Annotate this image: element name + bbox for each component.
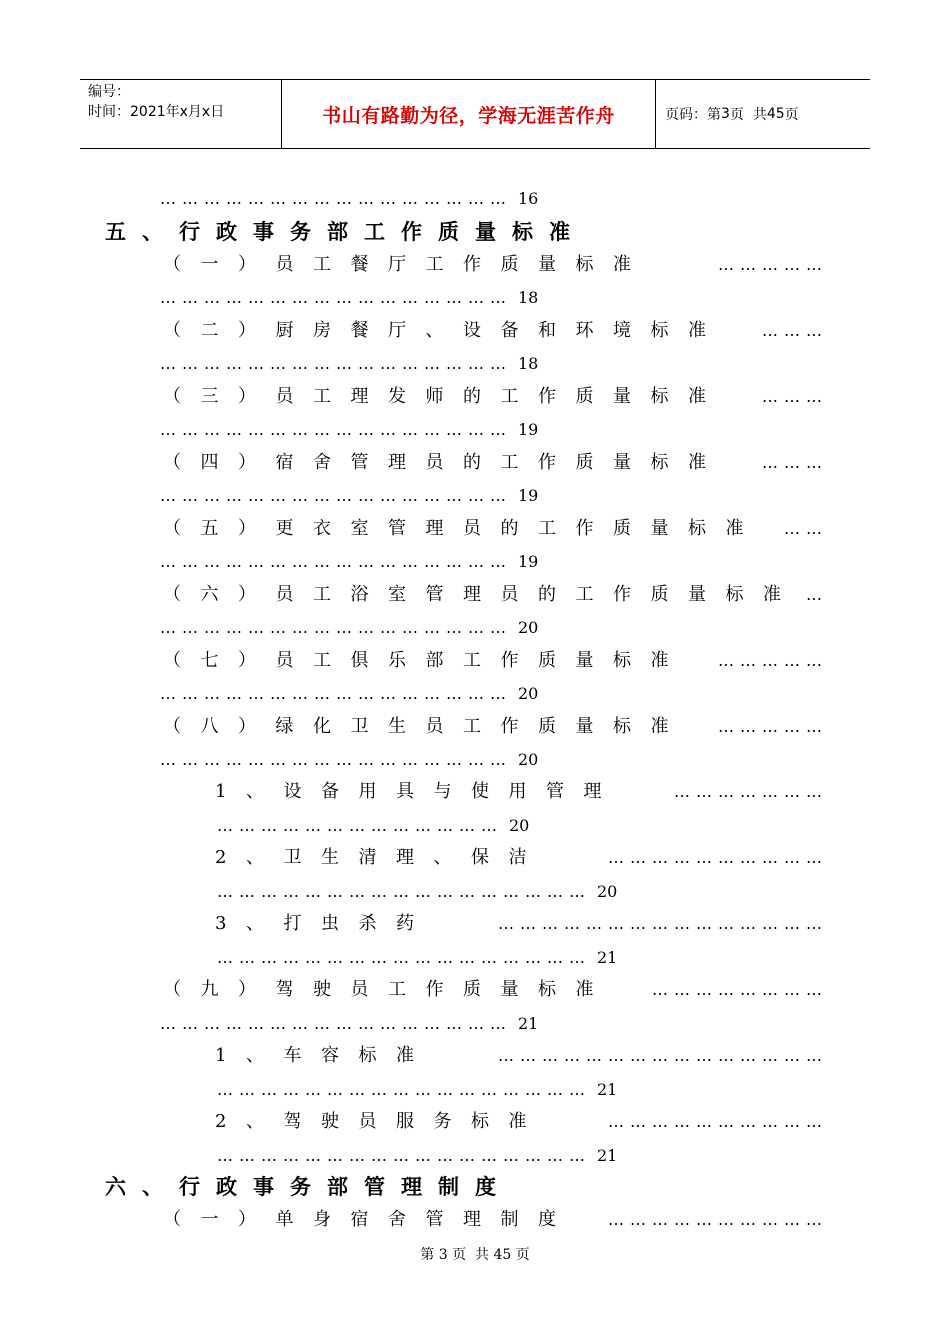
- toc-entry-title: 2、卫生清理、保洁: [215, 847, 546, 868]
- toc-entry-4[interactable]: [163, 450, 828, 476]
- toc-entry-title: （一）单身宿舍管理制度: [163, 1209, 576, 1230]
- toc-leader-dots: ………: [762, 387, 828, 406]
- toc-leader-dots: …………………………………………: [160, 750, 512, 769]
- toc-entry-2[interactable]: [163, 318, 828, 344]
- toc-leader-dots: ……………: [718, 651, 828, 670]
- footer-page-total: 45: [493, 1247, 512, 1263]
- toc-entry-9-1-leader: [217, 1077, 617, 1103]
- toc-leader-dots: …: [806, 585, 828, 604]
- toc-page-number: 19: [518, 486, 539, 505]
- toc-entry-4-leader: [160, 483, 538, 509]
- toc-page-number: 18: [518, 354, 539, 373]
- toc-leader-dots: …………………………………………: [160, 552, 512, 571]
- footer-page-mid: 页 共: [452, 1247, 489, 1263]
- header-divider: [655, 80, 656, 148]
- toc-entry-9[interactable]: [163, 977, 828, 1003]
- toc-leader-dots: ……………………: [652, 980, 828, 999]
- toc-leader-dots: …………………………………………: [160, 288, 512, 307]
- toc-page-number: 20: [597, 882, 618, 901]
- toc-page-number: 20: [509, 816, 530, 835]
- toc-continuation-line[interactable]: [160, 186, 538, 212]
- toc-entry-3[interactable]: [163, 384, 828, 410]
- toc-entry-9-1[interactable]: [215, 1043, 828, 1069]
- footer-page-current: 3: [438, 1247, 448, 1263]
- toc-chapter-title: 五、行政事务部工作质量标准: [105, 219, 586, 244]
- toc-leader-dots: ……………………………………………: [217, 882, 591, 901]
- toc-entry-title: （五）更衣室管理员的工作质量标准: [163, 518, 763, 539]
- toc-entry-8-1-leader: [217, 813, 529, 839]
- toc-entry-title: （七）员工俱乐部工作质量标准: [163, 650, 688, 671]
- document-time-label: 时间：2021年x月x日: [88, 104, 225, 120]
- toc-page-number: 21: [597, 1146, 618, 1165]
- toc-leader-dots: …………………………………………: [160, 618, 512, 637]
- toc-entry-title: （三）员工理发师的工作质量标准: [163, 386, 726, 407]
- toc-entry-8-1[interactable]: [215, 779, 828, 805]
- toc-entry-title: 3、打虫杀药: [215, 913, 434, 934]
- toc-entry-8-2-leader: [217, 879, 617, 905]
- toc-leader-dots: ……………………………………………: [217, 948, 591, 967]
- toc-leader-dots: ……………: [718, 717, 828, 736]
- toc-page-number: 21: [597, 948, 618, 967]
- toc-entry-7-leader: [160, 681, 538, 707]
- header-page-prefix: 页码：第: [665, 107, 721, 123]
- toc-page-number: 20: [518, 618, 539, 637]
- toc-entry-title: （四）宿舍管理员的工作质量标准: [163, 452, 726, 473]
- toc-entry-6[interactable]: [163, 582, 828, 608]
- toc-entry-title: （六）员工浴室管理员的工作质量标准: [163, 584, 801, 605]
- page-header: [80, 79, 870, 149]
- toc-leader-dots: ……: [784, 519, 828, 538]
- header-page-mid: 页 共: [729, 107, 767, 123]
- toc-entry-8[interactable]: [163, 714, 828, 740]
- toc-entry-8-2[interactable]: [215, 845, 828, 871]
- toc-leader-dots: ……………………………………………: [217, 1080, 591, 1099]
- toc-leader-dots: ……………………………………………: [217, 1146, 591, 1165]
- toc-entry-5-leader: [160, 549, 538, 575]
- toc-page-number: 20: [518, 750, 539, 769]
- toc-leader-dots: …………………………………………: [160, 189, 512, 208]
- toc-chapter-5[interactable]: [105, 219, 586, 245]
- toc-page-number: 21: [597, 1080, 618, 1099]
- toc-leader-dots: ………: [762, 453, 828, 472]
- toc-page-number: 21: [518, 1014, 539, 1033]
- toc-leader-dots: ………………………………………: [498, 914, 828, 933]
- toc-entry-title: （一）员工餐厅工作质量标准: [163, 254, 651, 275]
- toc-entry-title: 1、车容标准: [215, 1045, 434, 1066]
- toc-leader-dots: …………………………………………: [160, 486, 512, 505]
- footer-page-prefix: 第: [420, 1247, 435, 1263]
- header-page-suffix: 页: [784, 107, 799, 123]
- toc-leader-dots: …………………………………………: [160, 1014, 512, 1033]
- toc-entry-title: （九）驾驶员工作质量标准: [163, 979, 613, 1000]
- toc-leader-dots: …………………………………………: [160, 354, 512, 373]
- toc-page-number: 20: [518, 684, 539, 703]
- toc-entry-2-leader: [160, 351, 538, 377]
- toc-page-number: 16: [518, 189, 539, 208]
- toc-entry-title: 1、设备用具与使用管理: [215, 781, 621, 802]
- header-page-info: [665, 80, 799, 148]
- toc-entry-3-leader: [160, 417, 538, 443]
- header-meta: [88, 82, 224, 122]
- toc-entry-9-leader: [160, 1011, 538, 1037]
- toc-entry-5[interactable]: [163, 516, 828, 542]
- toc-entry-9-2-leader: [217, 1143, 617, 1169]
- toc-entry-8-leader: [160, 747, 538, 773]
- toc-entry-9-2[interactable]: [215, 1109, 828, 1135]
- document-number-label: 编号：: [88, 84, 130, 100]
- toc-leader-dots: …………………: [674, 782, 828, 801]
- toc-leader-dots: …………………………………………: [160, 684, 512, 703]
- toc-entry-8-3-leader: [217, 945, 617, 971]
- toc-entry-1-leader: [160, 285, 538, 311]
- toc-entry-title: 2、驾驶员服务标准: [215, 1111, 546, 1132]
- toc-entry-title: （二）厨房餐厅、设备和环境标准: [163, 320, 726, 341]
- toc-leader-dots: ……………: [718, 255, 828, 274]
- toc-leader-dots: ………………………………………: [498, 1046, 828, 1065]
- toc-page-number: 19: [518, 420, 539, 439]
- toc-entry-6-1[interactable]: [163, 1207, 828, 1233]
- header-page-total: 45: [766, 106, 785, 122]
- header-motto: 书山有路勤为径，学海无涯苦作舟: [322, 104, 615, 127]
- toc-chapter-6[interactable]: [105, 1174, 512, 1200]
- toc-leader-dots: …………………………: [608, 1112, 828, 1131]
- toc-page-number: 19: [518, 552, 539, 571]
- toc-leader-dots: ………: [762, 321, 828, 340]
- toc-entry-6-leader: [160, 615, 538, 641]
- toc-page-number: 18: [518, 288, 539, 307]
- toc-entry-7[interactable]: [163, 648, 828, 674]
- toc-entry-8-3[interactable]: [215, 911, 828, 937]
- toc-leader-dots: …………………………………………: [160, 420, 512, 439]
- toc-entry-1[interactable]: [163, 252, 828, 278]
- toc-chapter-title: 六、行政事务部管理制度: [105, 1174, 512, 1199]
- toc-leader-dots: …………………………………: [217, 816, 503, 835]
- toc-leader-dots: …………………………: [608, 848, 828, 867]
- footer-page-suffix: 页: [515, 1247, 530, 1263]
- header-page-current: 3: [721, 106, 730, 122]
- toc-leader-dots: …………………………: [608, 1210, 828, 1229]
- page-footer: [0, 1244, 950, 1264]
- toc-entry-title: （八）绿化卫生员工作质量标准: [163, 716, 688, 737]
